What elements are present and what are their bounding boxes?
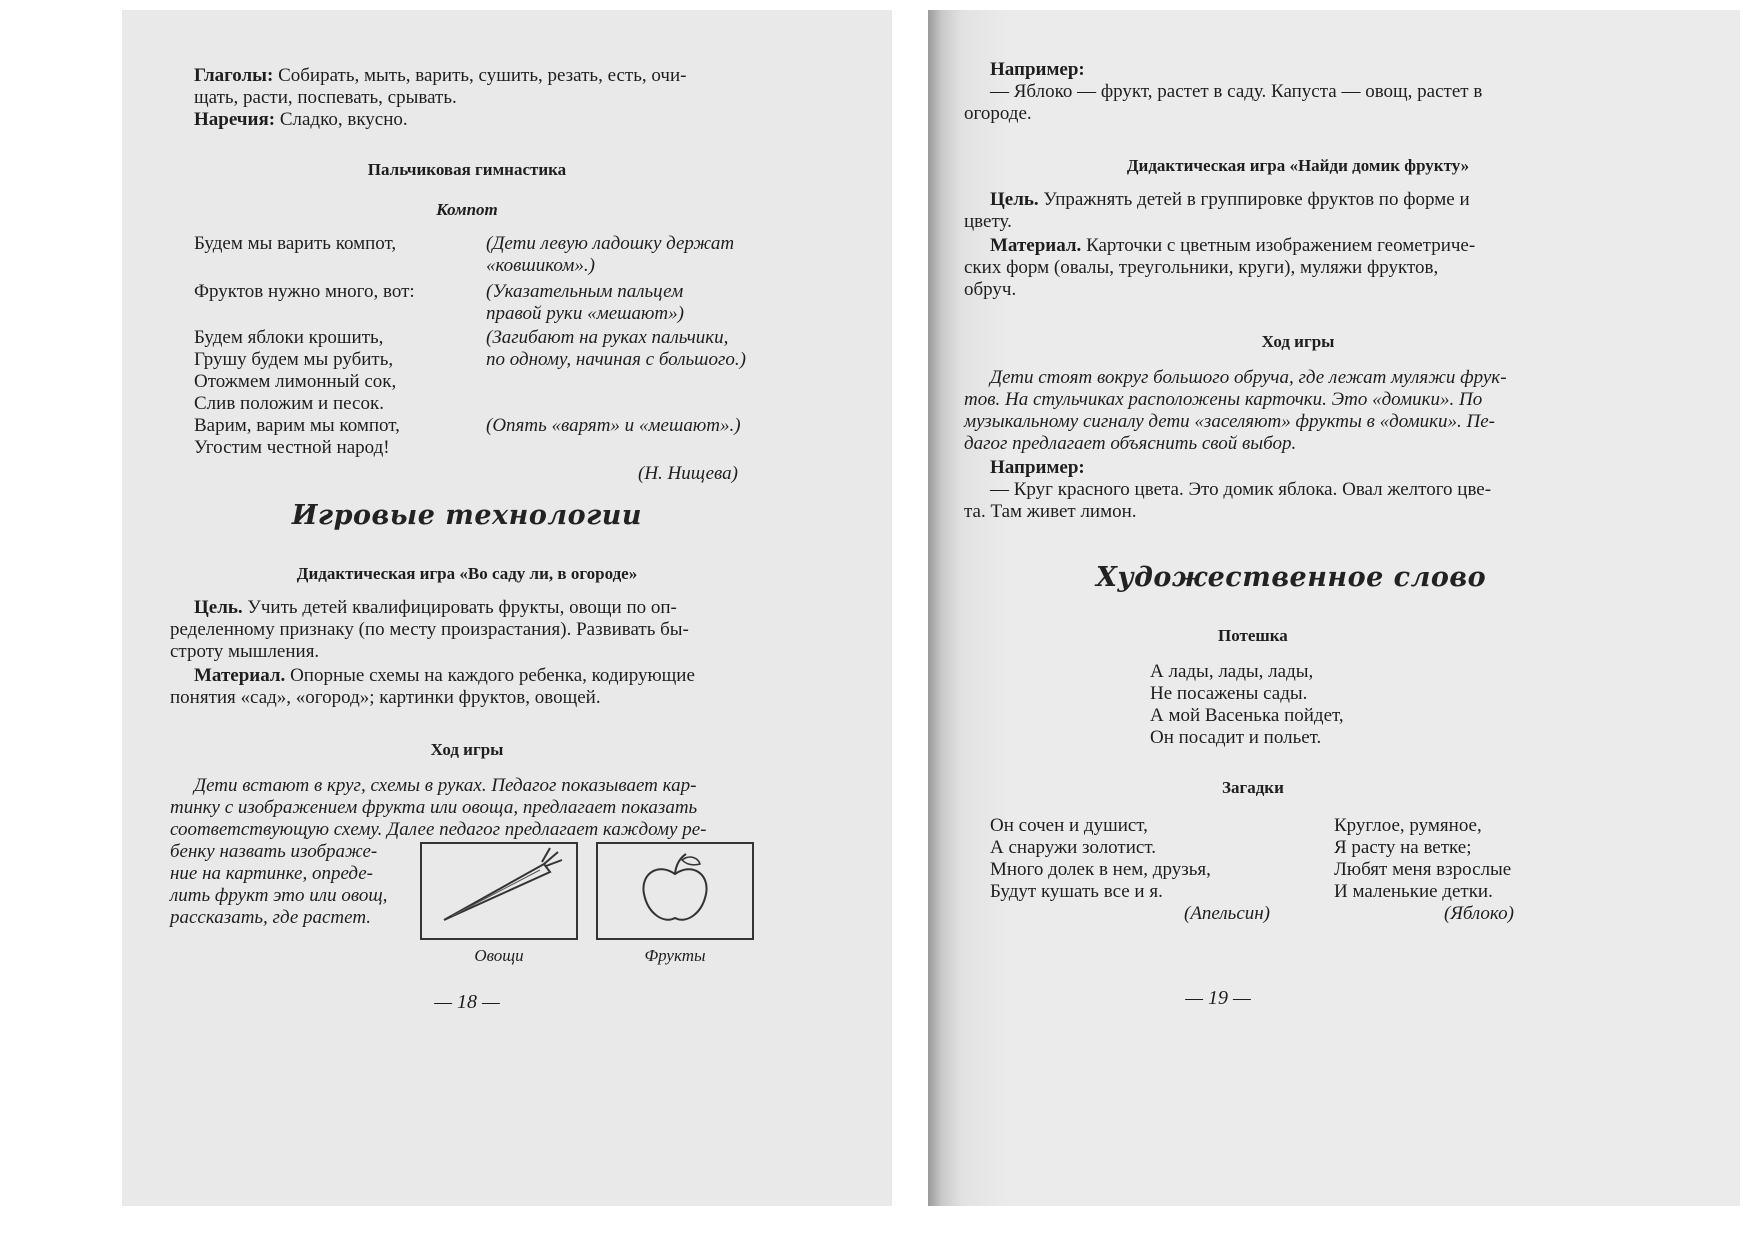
left-page [122,10,892,1206]
riddle1-line: Он сочен и душист, [990,815,1148,836]
example-line: — Яблоко — фрукт, растет в саду. Капуста — овощ, растет в [990,81,1483,102]
process-line: тинку с изображением фрукта или овоща, предлагает показать [170,797,698,818]
goal-line: строту мышления. [170,641,320,662]
poem-title: Компот [436,200,498,219]
riddle2-line: Любят меня взрослые [1334,859,1512,880]
process-line: Дети стоят вокруг большого обруча, где лежат муляжи фрук- [990,367,1507,388]
game-title: Дидактическая игра «Во саду ли, в огороде» [296,564,638,583]
process-line: Дети встают в круг, схемы в руках. Педагог показывает кар- [194,775,697,796]
adverbs-text: Сладко, вкусно. [275,109,408,130]
gym-heading: Пальчиковая гимнастика [367,160,567,179]
riddle1-line: Будут кушать все и я. [990,881,1163,902]
material-line: ских форм (овалы, треугольники, круги), муляжи фруктов, [964,257,1439,278]
caption-fruits: Фрукты [644,946,706,965]
fruit-card [596,842,754,940]
verbs-text-1: Собирать, мыть, варить, сушить, резать, есть, очи- [273,65,687,86]
material-line: понятия «сад», «огород»; картинки фруктов, овощей. [170,687,601,708]
riddle2-line: Я расту на ветке; [1334,837,1472,858]
rhyme-line: А лады, лады, лады, [1150,661,1314,682]
poem-line: Слив положим и песок. [194,393,384,414]
section-title-artistic-word: Художественное слово [1096,562,1487,593]
game-title: Дидактическая игра «Найди домик фрукту» [1126,156,1470,175]
poem-line: Угостим честной народ! [194,437,390,458]
page-number-right: — 19 — [1185,987,1251,1009]
adverbs-label: Наречия: [194,109,276,130]
process-line: музыкальному сигналу дети «заселяют» фрукты в «домики». Пе- [964,411,1495,432]
goal-line: ределенному признаку (по месту произрастания). Развивать бы- [170,619,689,640]
example2-label: Например: [990,457,1085,478]
material-label: Материал. [194,665,286,686]
process-line: бенку назвать изображе- [170,841,378,862]
page-number-left: — 18 — [434,991,500,1013]
poem-line: Варим, варим мы компот, [194,415,400,436]
example2-line: та. Там живет лимон. [964,501,1137,522]
material-text-1: Карточки с цветным изображением геометриче- [1081,235,1476,256]
goal-label: Цель. [990,189,1039,210]
goal-text-1: Учить детей квалифицировать фрукты, овощи по оп- [242,597,677,618]
poem-line: Будем яблоки крошить, [194,327,384,348]
material-text-1: Опорные схемы на каждого ребенка, кодирующие [285,665,695,686]
vegetable-card [420,842,578,940]
right-page [928,10,1740,1206]
poem-note: «ковшиком».) [486,255,595,276]
verbs-label: Глаголы: [194,65,274,86]
rhyme-line: Не посажены сады. [1150,683,1308,704]
section-title-game-tech: Игровые технологии [291,500,643,531]
goal-line: цвету. [964,211,1012,232]
caption-vegetables: Овощи [474,946,524,965]
process-line: соответствующую схему. Далее педагог предлагает каждому ре- [170,819,707,840]
riddles-heading: Загадки [1222,778,1284,797]
verbs-line-1 [194,64,686,88]
process-heading: Ход игры [430,740,504,759]
example-line: огороде. [964,103,1032,124]
poem-line: Грушу будем мы рубить, [194,349,394,370]
poem-line: Отожмем лимонный сок, [194,371,397,392]
material-label: Материал. [990,235,1082,256]
material-line-1 [194,664,695,688]
process-line: лить фрукт это или овощ, [170,885,388,906]
poem-note: (Дети левую ладошку держат [486,233,735,254]
riddle2-line: И маленькие детки. [1334,881,1493,902]
process-line: рассказать, где растет. [170,907,372,928]
riddle2-answer: (Яблоко) [1444,903,1514,924]
verbs-line-2: щать, расти, поспевать, срывать. [194,87,457,108]
example-label: Например: [990,59,1085,80]
riddle2-line: Круглое, румяное, [1334,815,1482,836]
poem-author: (Н. Нищева) [638,463,738,484]
goal-line-1 [990,188,1470,212]
rhyme-line: А мой Васенька пойдет, [1150,705,1344,726]
apple-icon [598,844,752,938]
riddle1-line: А снаружи золотист. [990,837,1156,858]
rhyme-line: Он посадит и польет. [1150,727,1322,748]
process-line: ние на картинке, опреде- [170,863,374,884]
poem-line: Будем мы варить компот, [194,233,397,254]
material-line-1 [990,234,1475,258]
poem-note: правой руки «мешают») [486,303,684,324]
carrot-icon [422,844,576,938]
material-line: обруч. [964,279,1017,300]
poem-note: (Загибают на руках пальчики, [486,327,729,348]
process-line: дагог предлагает объяснить свой выбор. [964,433,1297,454]
goal-text-1: Упражнять детей в группировке фруктов по форме и [1038,189,1470,210]
riddle1-answer: (Апельсин) [1184,903,1271,924]
goal-label: Цель. [194,597,243,618]
poem-note: (Опять «варят» и «мешают».) [486,415,741,436]
process-line: тов. На стульчиках расположены карточки. Это «домики». По [964,389,1483,410]
adverbs-line [194,108,408,132]
rhyme-heading: Потешка [1218,626,1288,645]
poem-note: (Указательным пальцем [486,281,684,302]
poem-line: Фруктов нужно много, вот: [194,281,415,302]
example2-line: — Круг красного цвета. Это домик яблока. Овал желтого цве- [990,479,1492,500]
poem-note: по одному, начиная с большого.) [486,349,746,370]
process-heading: Ход игры [1261,332,1335,351]
riddle1-line: Много долек в нем, друзья, [990,859,1211,880]
goal-line-1 [194,596,677,620]
